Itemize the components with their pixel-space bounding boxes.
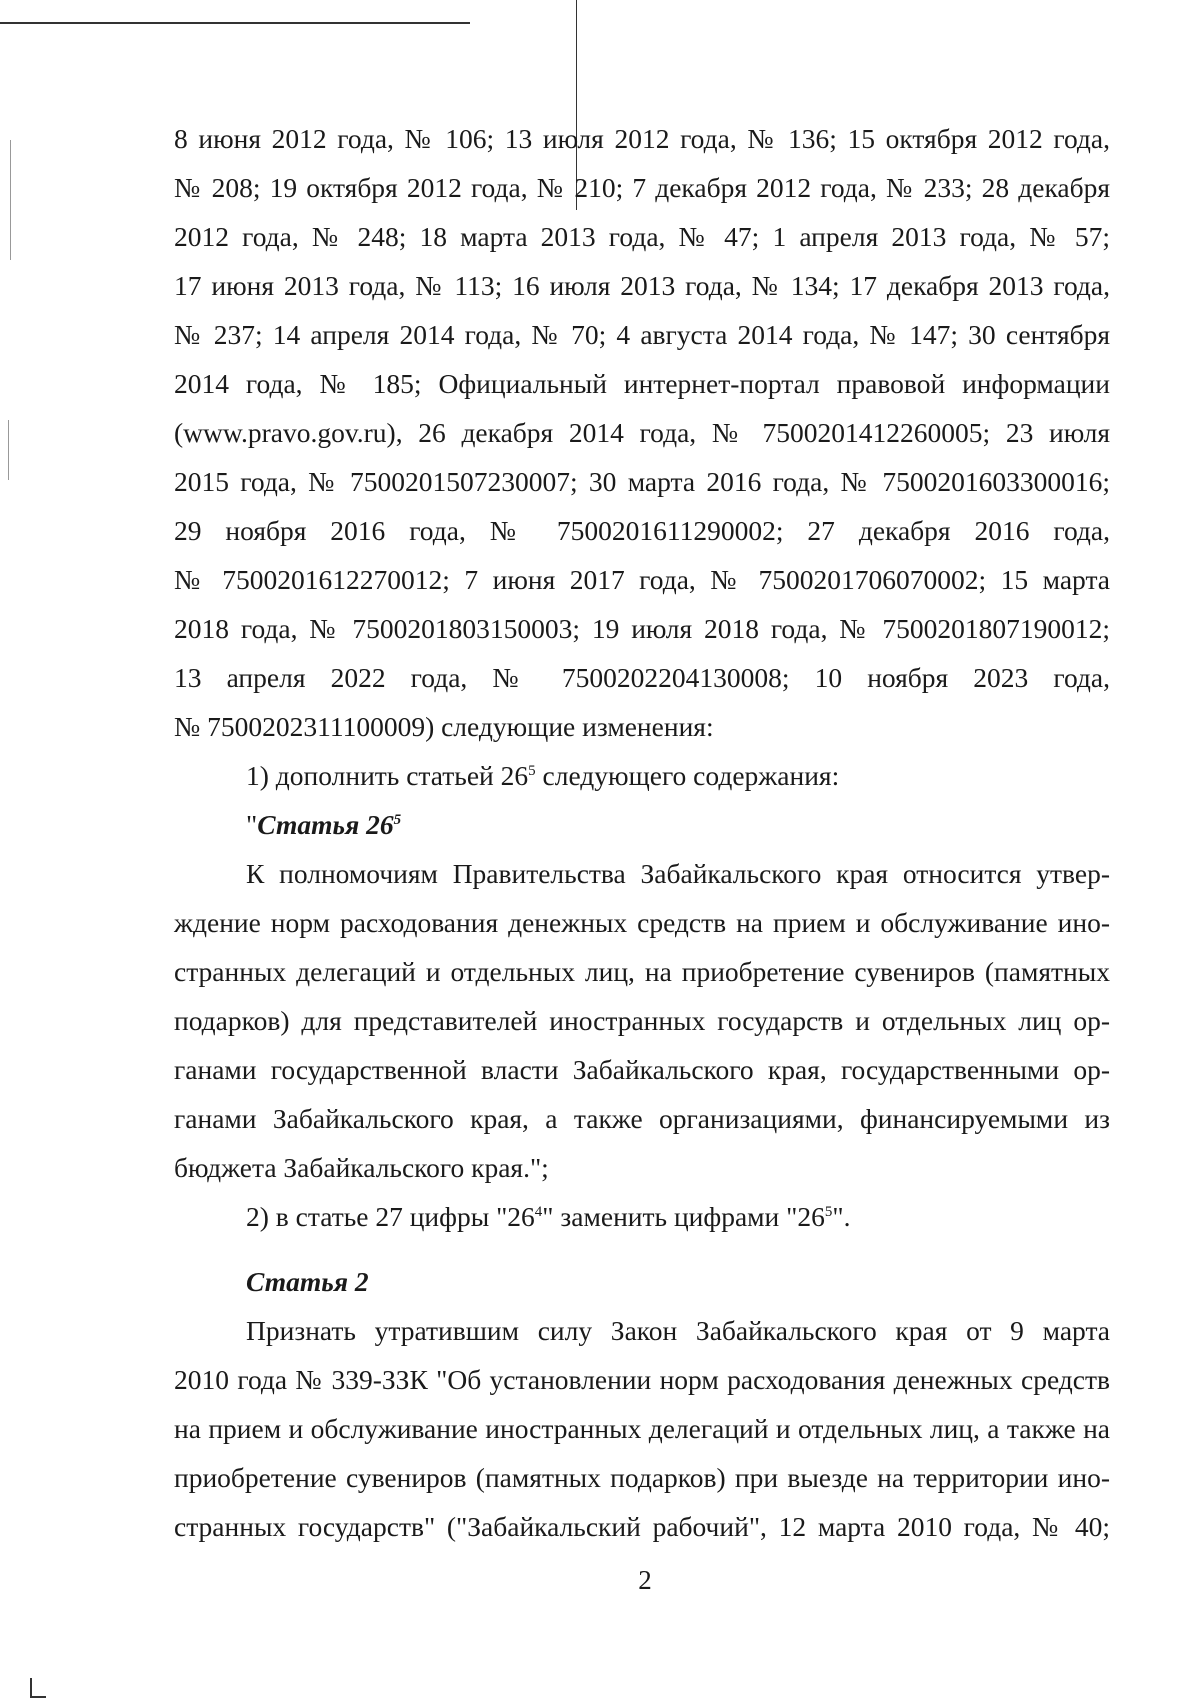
article-26-5-line-4: подарков) для представителей иностранных государств и отдельных лиц ор- — [174, 1005, 1110, 1036]
amendment-item-2-sup-1: 4 — [534, 1203, 543, 1220]
scan-artifact-top-line — [0, 22, 470, 24]
amendment-item-2 — [174, 1192, 1110, 1241]
article-26-5-line-2: ждение норм расходования денежных средств на прием и обслуживание ино- — [174, 907, 1110, 938]
article-26-5-line-6: ганами Забайкальского края, а также организациями, финансируемыми из — [174, 1103, 1110, 1134]
scan-artifact-left-edge — [10, 140, 11, 260]
article-26-5-heading-sup: 5 — [393, 811, 402, 828]
body-line-7: (www.pravo.gov.ru), 26 декабря 2014 года, № 7500201412260005; 23 июля — [174, 417, 1110, 448]
body-line-8: 2015 года, № 7500201507230007; 30 марта 2016 года, № 7500201603300016; — [174, 466, 1110, 497]
section-spacer — [174, 1241, 1110, 1257]
amendment-item-1 — [174, 751, 1110, 800]
document-body — [174, 114, 1110, 1551]
amendment-item-2-sup-2: 5 — [824, 1203, 833, 1220]
amendment-item-1-sup: 5 — [528, 762, 536, 779]
article-26-5-line-7: бюджета Забайкальского края."; — [174, 1152, 549, 1183]
body-line-3: 2012 года, № 248; 18 марта 2013 года, № 47; 1 апреля 2013 года, № 57; — [174, 221, 1110, 252]
amendment-item-2-text-1: 2) в статье 27 цифры "26 — [246, 1201, 535, 1232]
article-2-line-4: приобретение сувениров (памятных подарков) при выезде на территории ино- — [174, 1462, 1110, 1493]
article-2-heading: Статья 2 — [246, 1266, 369, 1297]
article-2-line-3: на прием и обслуживание иностранных делегаций и отдельных лиц, а также на — [174, 1413, 1110, 1444]
body-line-9: 29 ноября 2016 года, № 7500201611290002; 27 декабря 2016 года, — [174, 515, 1110, 546]
amendment-item-2-text-2: " заменить цифрами "26 — [542, 1201, 825, 1232]
article-26-5-line-1: К полномочиям Правительства Забайкальского края относится утвер- — [246, 858, 1110, 889]
amendment-item-2-text-3: ". — [832, 1201, 851, 1232]
article-26-5-heading-text: Статья 26 — [257, 809, 394, 840]
body-line-5: № 237; 14 апреля 2014 года, № 70; 4 августа 2014 года, № 147; 30 сентября — [174, 319, 1110, 350]
article-2-line-1: Признать утратившим силу Закон Забайкальского края от 9 марта — [246, 1315, 1110, 1346]
article-2-line-2: 2010 года № 339-ЗЗК "Об установлении норм расходования денежных средств — [174, 1364, 1110, 1395]
amendment-item-1-after: следующего содержания: — [535, 760, 840, 791]
body-line-4: 17 июня 2013 года, № 113; 16 июля 2013 года, № 134; 17 декабря 2013 года, — [174, 270, 1110, 301]
body-line-2: № 208; 19 октября 2012 года, № 210; 7 декабря 2012 года, № 233; 28 декабря — [174, 172, 1110, 203]
body-line-11: 2018 года, № 7500201803150003; 19 июля 2018 года, № 7500201807190012; — [174, 613, 1110, 644]
scan-artifact-bottom-corner — [30, 1678, 32, 1698]
page-number: 2 — [638, 1565, 652, 1595]
article-26-5-line-5: ганами государственной власти Забайкальского края, государственными ор- — [174, 1054, 1110, 1085]
article-2-line-5: странных государств" ("Забайкальский рабочий", 12 марта 2010 года, № 40; — [174, 1511, 1110, 1542]
body-line-6: 2014 года, № 185; Официальный интернет-портал правовой информации — [174, 368, 1110, 399]
article-26-5-heading-quote: " — [246, 809, 258, 840]
article-26-5-heading — [174, 800, 1110, 849]
article-26-5-line-3: странных делегаций и отдельных лиц, на приобретение сувениров (памятных — [174, 956, 1110, 987]
body-line-12: 13 апреля 2022 года, № 7500202204130008; 10 ноября 2023 года, — [174, 662, 1110, 693]
amendment-item-1-text: 1) дополнить статьей 26 — [246, 760, 529, 791]
body-line-13: № 7500202311100009) следующие изменения: — [174, 711, 714, 742]
body-line-10: № 7500201612270012; 7 июня 2017 года, № 7500201706070002; 15 марта — [174, 564, 1110, 595]
scan-artifact-left-edge-lower — [8, 420, 9, 480]
body-line-1: 8 июня 2012 года, № 106; 13 июля 2012 года, № 136; 15 октября 2012 года, — [174, 123, 1110, 154]
